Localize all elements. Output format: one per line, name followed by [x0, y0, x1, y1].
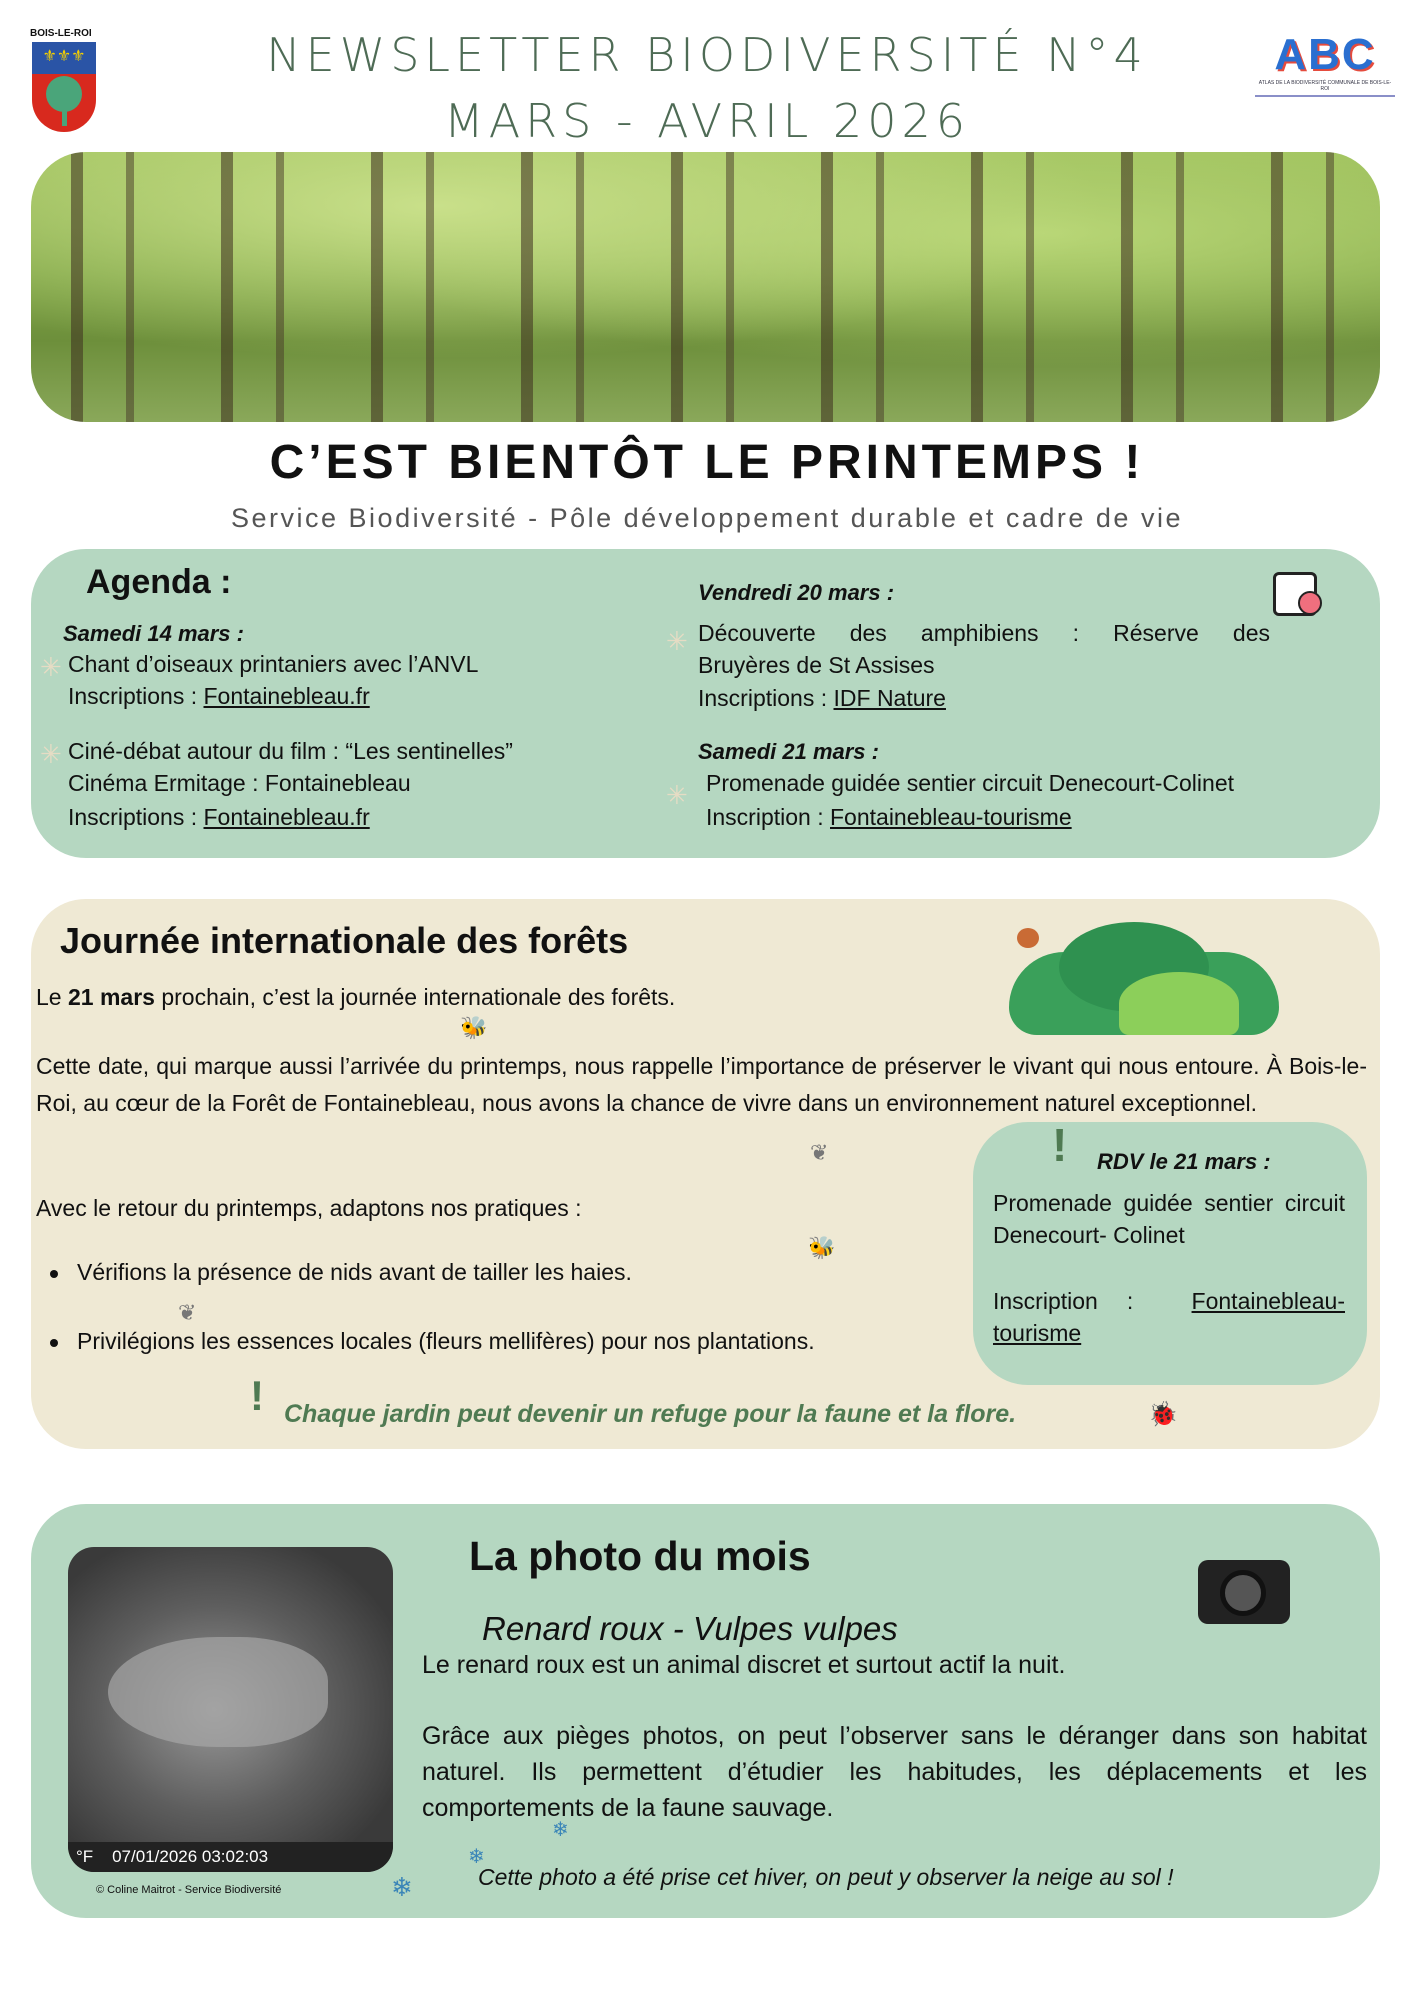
photo-credit: © Coline Maitrot - Service Biodiversité: [96, 1884, 282, 1896]
forests-title: Journée internationale des forêts: [60, 920, 629, 961]
bush-with-robin-illustration: [1009, 912, 1279, 1035]
exclamation-icon: !: [250, 1372, 264, 1419]
snowflake-icon: ❄: [391, 1872, 413, 1902]
sparkle-icon: ✳: [666, 780, 688, 810]
subtitle: Service Biodiversité - Pôle développement durable et cadre de vie: [231, 503, 1183, 533]
sparkle-icon: ✳: [40, 739, 62, 769]
bullet-icon: [50, 1270, 58, 1278]
sparkle-icon: ✳: [666, 626, 688, 656]
idf-nature-link[interactable]: IDF Nature: [833, 685, 946, 711]
agenda-title: Agenda :: [86, 563, 232, 601]
photo-title: La photo du mois: [469, 1533, 811, 1579]
photo-timestamp: 07/01/2026 03:02:03: [112, 1847, 269, 1866]
agenda-date: Samedi 14 mars :: [63, 621, 244, 646]
exclamation-icon: !: [1052, 1119, 1068, 1171]
newsletter-period: MARS - AVRIL 2026: [444, 94, 970, 148]
snowflake-icon: ❄: [468, 1846, 485, 1868]
species-name: Renard roux - Vulpes vulpes: [482, 1610, 898, 1647]
bee-icon: 🐝: [808, 1235, 836, 1260]
bullet-icon: [50, 1339, 58, 1347]
butterfly-icon: ❦: [178, 1300, 197, 1325]
forest-hero-image: [31, 152, 1380, 422]
bee-icon: 🐝: [460, 1015, 488, 1040]
camera-icon: [1198, 1560, 1290, 1624]
fontainebleau-link[interactable]: Fontainebleau.fr: [203, 804, 370, 830]
fox-photo: °F 07/01/2026 03:02:03: [68, 1547, 393, 1872]
forests-paragraph: Cette date, qui marque aussi l’arrivée du printemps, nous rappelle l’importance de préserver le vivant qui nous entoure. À Bois-le-Roi, au cœur de la Forêt de Fontainebleau, nous avons la chance de vivre dans un environnement naturel exceptionnel.: [36, 1053, 1367, 1116]
headline: C’EST BIENTÔT LE PRINTEMPS !: [269, 436, 1145, 489]
butterfly-icon: ❦: [810, 1140, 829, 1165]
ladybug-icon: 🐞: [1148, 1401, 1178, 1428]
newsletter-title: NEWSLETTER BIODIVERSITÉ N°4: [266, 28, 1148, 82]
forests-quote: Chaque jardin peut devenir un refuge pour la faune et la flore.: [284, 1400, 1017, 1428]
fontainebleau-tourisme-link[interactable]: Fontainebleau-tourisme: [993, 1288, 1345, 1346]
sparkle-icon: ✳: [40, 652, 62, 682]
bois-le-roi-logo: BOIS-LE-ROI ⚜⚜⚜: [30, 28, 98, 138]
abc-logo: ABC ATLAS DE LA BIODIVERSITÉ COMMUNALE DE BOIS-LE-ROI: [1255, 30, 1395, 120]
calendar-icon: [1273, 572, 1317, 616]
fontainebleau-link[interactable]: Fontainebleau.fr: [203, 683, 370, 709]
fontainebleau-tourisme-link[interactable]: Fontainebleau-tourisme: [830, 804, 1072, 830]
snowflake-icon: ❄: [552, 1819, 569, 1841]
photo-caption: Cette photo a été prise cet hiver, on peut y observer la neige au sol !: [478, 1864, 1174, 1890]
